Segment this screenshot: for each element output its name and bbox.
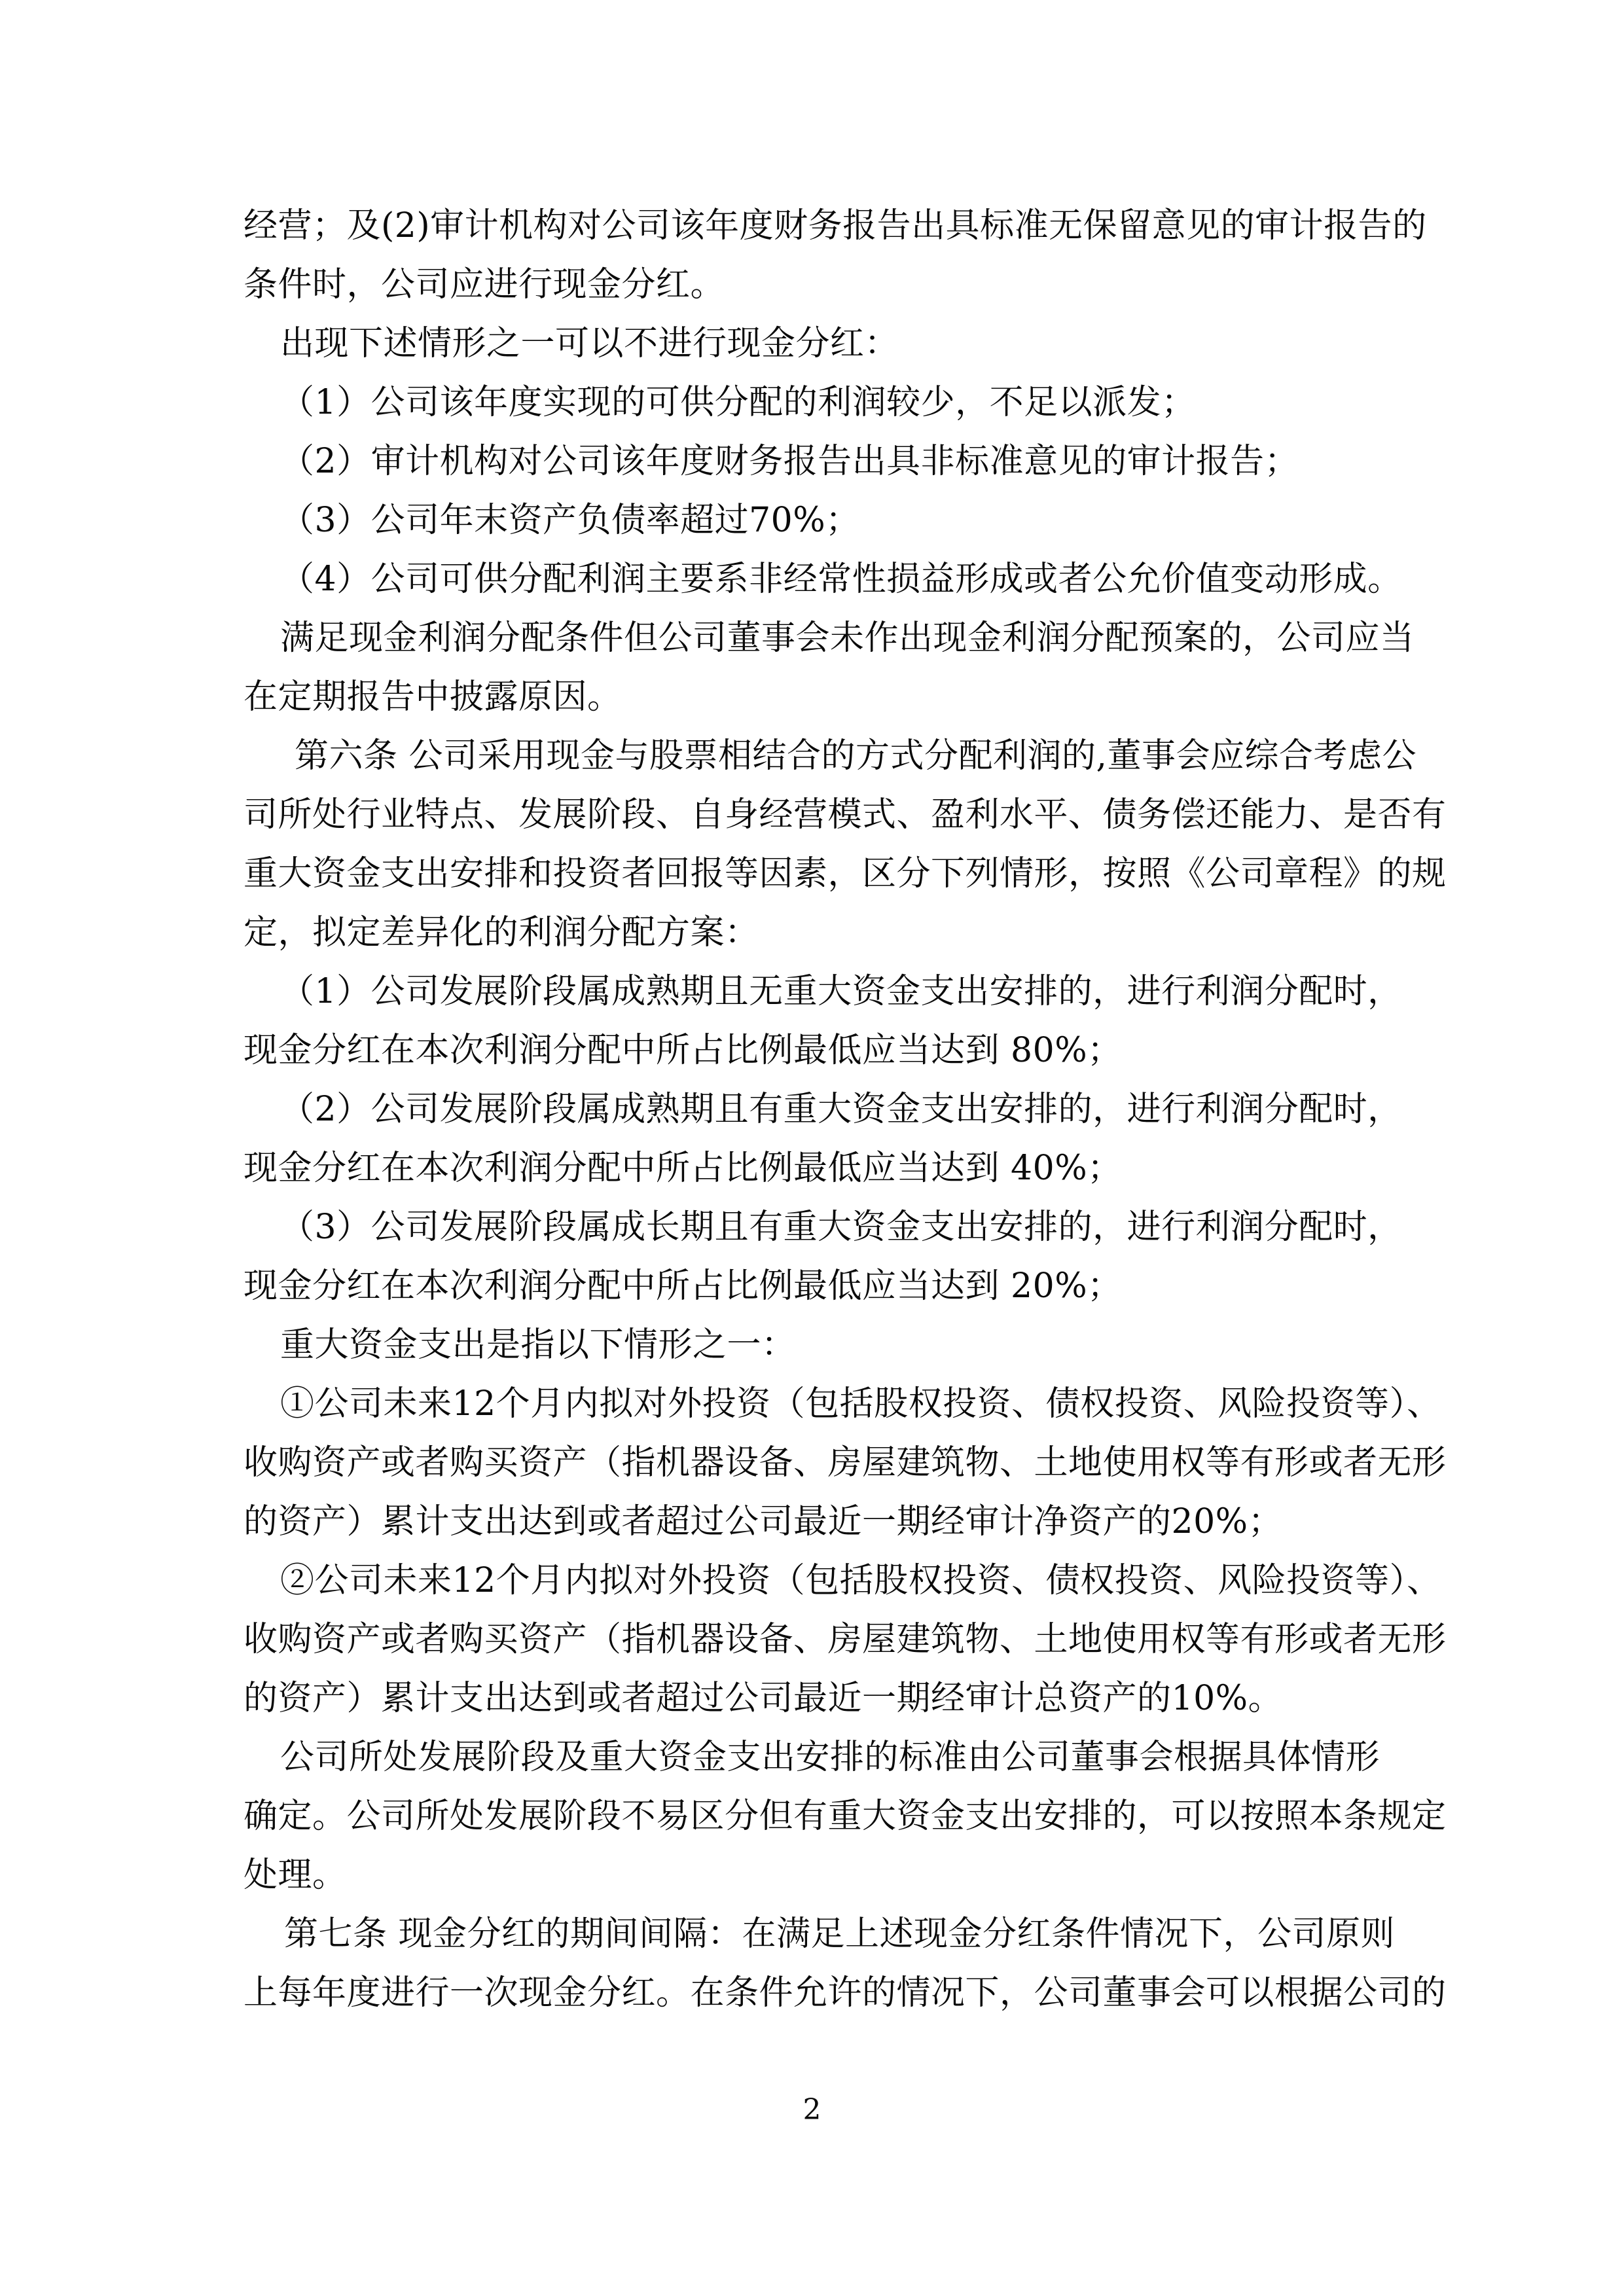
document-line: 公司所处发展阶段及重大资金支出安排的标准由公司董事会根据具体情形 xyxy=(280,1738,1380,1777)
document-line: 经营；及(2)审计机构对公司该年度财务报告出具标准无保留意见的审计报告的 xyxy=(244,206,1427,245)
document-line: （2）审计机构对公司该年度财务报告出具非标准意见的审计报告； xyxy=(280,442,1299,481)
document-line: 收购资产或者购买资产（指机器设备、房屋建筑物、土地使用权等有形或者无形 xyxy=(244,1620,1447,1659)
document-line: 收购资产或者购买资产（指机器设备、房屋建筑物、土地使用权等有形或者无形 xyxy=(244,1443,1447,1482)
document-line: ②公司未来12个月内拟对外投资（包括股权投资、债权投资、风险投资等）、 xyxy=(280,1561,1441,1600)
document-line: （4）公司可供分配利润主要系非经常性损益形成或者公允价值变动形成。 xyxy=(280,560,1402,599)
document-line: 重大资金支出是指以下情形之一： xyxy=(280,1325,796,1365)
document-line: 在定期报告中披露原因。 xyxy=(244,677,622,717)
page-number: 2 xyxy=(803,2093,821,2126)
document-body xyxy=(244,196,1447,2022)
document-line: （3）公司年末资产负债率超过70%； xyxy=(280,501,860,540)
document-line: 的资产）累计支出达到或者超过公司最近一期经审计总资产的10%。 xyxy=(244,1679,1283,1718)
document-line: 确定。公司所处发展阶段不易区分但有重大资金支出安排的，可以按照本条规定 xyxy=(244,1797,1447,1836)
document-line: （1）公司发展阶段属成熟期且无重大资金支出安排的，进行利润分配时， xyxy=(280,972,1402,1011)
document-line: （2）公司发展阶段属成熟期且有重大资金支出安排的，进行利润分配时， xyxy=(280,1090,1402,1129)
document-line: 重大资金支出安排和投资者回报等因素，区分下列情形，按照《公司章程》的规 xyxy=(244,854,1447,893)
document-line: （3）公司发展阶段属成长期且有重大资金支出安排的，进行利润分配时， xyxy=(280,1208,1402,1247)
document-line: 出现下述情形之一可以不进行现金分红： xyxy=(280,324,899,363)
document-line: 现金分红在本次利润分配中所占比例最低应当达到 40%； xyxy=(244,1149,1122,1188)
document-line: 满足现金利润分配条件但公司董事会未作出现金利润分配预案的，公司应当 xyxy=(280,619,1415,658)
document-line: 第七条 现金分红的期间间隔：在满足上述现金分红条件情况下，公司原则 xyxy=(284,1914,1396,1954)
document-line: 司所处行业特点、发展阶段、自身经营模式、盈利水平、债务偿还能力、是否有 xyxy=(244,795,1447,834)
document-line: 现金分红在本次利润分配中所占比例最低应当达到 80%； xyxy=(244,1031,1122,1070)
document-line: 的资产）累计支出达到或者超过公司最近一期经审计净资产的20%； xyxy=(244,1502,1283,1541)
document-line: 条件时，公司应进行现金分红。 xyxy=(244,265,725,304)
document-line: 定，拟定差异化的利润分配方案： xyxy=(244,913,759,952)
document-line: ①公司未来12个月内拟对外投资（包括股权投资、债权投资、风险投资等）、 xyxy=(280,1384,1441,1424)
document-line: 现金分红在本次利润分配中所占比例最低应当达到 20%； xyxy=(244,1266,1122,1306)
document-line: （1）公司该年度实现的可供分配的利润较少，不足以派发； xyxy=(280,383,1196,422)
document-line: 第六条 公司采用现金与股票相结合的方式分配利润的,董事会应综合考虑公 xyxy=(295,736,1417,776)
document-line: 上每年度进行一次现金分红。在条件允许的情况下，公司董事会可以根据公司的 xyxy=(244,1973,1447,2013)
document-line: 处理。 xyxy=(244,1856,347,1895)
